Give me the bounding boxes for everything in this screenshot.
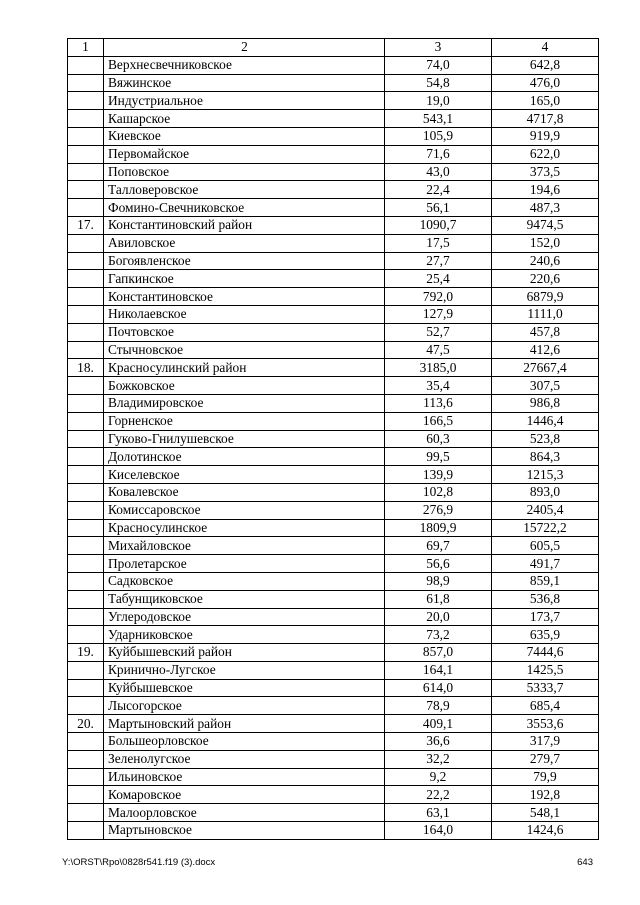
value-col3-cell: 9,2 bbox=[385, 768, 492, 786]
header-cell-col4: 4 bbox=[492, 39, 599, 57]
value-col4-cell: 240,6 bbox=[492, 252, 599, 270]
table-row bbox=[68, 323, 599, 341]
name-cell: Куйбышевский район bbox=[104, 644, 385, 662]
value-col4-cell: 1111,0 bbox=[492, 305, 599, 323]
value-col4-cell: 986,8 bbox=[492, 394, 599, 412]
name-cell: Табунщиковское bbox=[104, 590, 385, 608]
name-cell: Горненское bbox=[104, 412, 385, 430]
row-number-cell bbox=[68, 163, 104, 181]
table-row bbox=[68, 626, 599, 644]
table-row bbox=[68, 786, 599, 804]
value-col3-cell: 1809,9 bbox=[385, 519, 492, 537]
value-col3-cell: 409,1 bbox=[385, 715, 492, 733]
value-col3-cell: 56,1 bbox=[385, 199, 492, 217]
value-col4-cell: 864,3 bbox=[492, 448, 599, 466]
name-cell: Зеленолугское bbox=[104, 750, 385, 768]
value-col4-cell: 15722,2 bbox=[492, 519, 599, 537]
row-number-cell bbox=[68, 252, 104, 270]
row-number-cell: 18. bbox=[68, 359, 104, 377]
row-number-cell bbox=[68, 768, 104, 786]
row-number-cell bbox=[68, 483, 104, 501]
value-col3-cell: 99,5 bbox=[385, 448, 492, 466]
row-number-cell bbox=[68, 733, 104, 751]
value-col4-cell: 2405,4 bbox=[492, 501, 599, 519]
value-col3-cell: 105,9 bbox=[385, 127, 492, 145]
table-row bbox=[68, 644, 599, 662]
value-col3-cell: 19,0 bbox=[385, 92, 492, 110]
value-col4-cell: 5333,7 bbox=[492, 679, 599, 697]
value-col3-cell: 127,9 bbox=[385, 305, 492, 323]
table-row bbox=[68, 715, 599, 733]
name-cell: Поповское bbox=[104, 163, 385, 181]
value-col4-cell: 919,9 bbox=[492, 127, 599, 145]
value-col3-cell: 35,4 bbox=[385, 377, 492, 395]
name-cell: Первомайское bbox=[104, 145, 385, 163]
name-cell: Гапкинское bbox=[104, 270, 385, 288]
value-col4-cell: 412,6 bbox=[492, 341, 599, 359]
row-number-cell bbox=[68, 377, 104, 395]
table-row bbox=[68, 501, 599, 519]
value-col4-cell: 487,3 bbox=[492, 199, 599, 217]
name-cell: Индустриальное bbox=[104, 92, 385, 110]
value-col4-cell: 1215,3 bbox=[492, 466, 599, 484]
table-row bbox=[68, 733, 599, 751]
value-col4-cell: 859,1 bbox=[492, 572, 599, 590]
value-col3-cell: 139,9 bbox=[385, 466, 492, 484]
value-col3-cell: 25,4 bbox=[385, 270, 492, 288]
value-col4-cell: 317,9 bbox=[492, 733, 599, 751]
name-cell: Вяжинское bbox=[104, 74, 385, 92]
value-col4-cell: 685,4 bbox=[492, 697, 599, 715]
value-col3-cell: 22,2 bbox=[385, 786, 492, 804]
name-cell: Пролетарское bbox=[104, 555, 385, 573]
row-number-cell bbox=[68, 501, 104, 519]
row-number-cell bbox=[68, 661, 104, 679]
table-row bbox=[68, 572, 599, 590]
table-header-row bbox=[68, 39, 599, 57]
name-cell: Авиловское bbox=[104, 234, 385, 252]
value-col4-cell: 194,6 bbox=[492, 181, 599, 199]
row-number-cell bbox=[68, 804, 104, 822]
value-col4-cell: 622,0 bbox=[492, 145, 599, 163]
table-row bbox=[68, 56, 599, 74]
name-cell: Николаевское bbox=[104, 305, 385, 323]
table-row bbox=[68, 270, 599, 288]
row-number-cell bbox=[68, 679, 104, 697]
table-row bbox=[68, 430, 599, 448]
name-cell: Богоявленское bbox=[104, 252, 385, 270]
table-row bbox=[68, 163, 599, 181]
value-col3-cell: 792,0 bbox=[385, 288, 492, 306]
row-number-cell bbox=[68, 127, 104, 145]
name-cell: Божковское bbox=[104, 377, 385, 395]
value-col4-cell: 476,0 bbox=[492, 74, 599, 92]
row-number-cell bbox=[68, 537, 104, 555]
row-number-cell bbox=[68, 697, 104, 715]
table-row bbox=[68, 127, 599, 145]
table-body bbox=[68, 39, 599, 840]
value-col4-cell: 642,8 bbox=[492, 56, 599, 74]
value-col4-cell: 635,9 bbox=[492, 626, 599, 644]
table-row bbox=[68, 750, 599, 768]
name-cell: Мартыновский район bbox=[104, 715, 385, 733]
table-row bbox=[68, 555, 599, 573]
value-col4-cell: 9474,5 bbox=[492, 216, 599, 234]
value-col4-cell: 457,8 bbox=[492, 323, 599, 341]
name-cell: Малоорловское bbox=[104, 804, 385, 822]
value-col4-cell: 307,5 bbox=[492, 377, 599, 395]
footer-page-number: 643 bbox=[577, 857, 593, 868]
name-cell: Почтовское bbox=[104, 323, 385, 341]
name-cell: Ковалевское bbox=[104, 483, 385, 501]
table-row bbox=[68, 608, 599, 626]
value-col4-cell: 548,1 bbox=[492, 804, 599, 822]
value-col3-cell: 73,2 bbox=[385, 626, 492, 644]
row-number-cell bbox=[68, 786, 104, 804]
row-number-cell bbox=[68, 572, 104, 590]
name-cell: Красносулинский район bbox=[104, 359, 385, 377]
value-col4-cell: 491,7 bbox=[492, 555, 599, 573]
name-cell: Лысогорское bbox=[104, 697, 385, 715]
value-col3-cell: 164,0 bbox=[385, 822, 492, 840]
name-cell: Ударниковское bbox=[104, 626, 385, 644]
value-col3-cell: 63,1 bbox=[385, 804, 492, 822]
table-row bbox=[68, 537, 599, 555]
name-cell: Гуково-Гнилушевское bbox=[104, 430, 385, 448]
name-cell: Талловеровское bbox=[104, 181, 385, 199]
value-col4-cell: 173,7 bbox=[492, 608, 599, 626]
value-col3-cell: 3185,0 bbox=[385, 359, 492, 377]
name-cell: Михайловское bbox=[104, 537, 385, 555]
value-col3-cell: 36,6 bbox=[385, 733, 492, 751]
footer-file-path: Y:\ORST\Rpo\0828r541.f19 (3).docx bbox=[62, 857, 216, 868]
name-cell: Куйбышевское bbox=[104, 679, 385, 697]
row-number-cell bbox=[68, 288, 104, 306]
header-cell-col3: 3 bbox=[385, 39, 492, 57]
table-row bbox=[68, 466, 599, 484]
value-col3-cell: 52,7 bbox=[385, 323, 492, 341]
row-number-cell bbox=[68, 626, 104, 644]
row-number-cell bbox=[68, 466, 104, 484]
name-cell: Константиновский район bbox=[104, 216, 385, 234]
table-row bbox=[68, 92, 599, 110]
table-row bbox=[68, 377, 599, 395]
value-col4-cell: 4717,8 bbox=[492, 110, 599, 128]
value-col3-cell: 1090,7 bbox=[385, 216, 492, 234]
row-number-cell bbox=[68, 199, 104, 217]
value-col3-cell: 60,3 bbox=[385, 430, 492, 448]
name-cell: Владимировское bbox=[104, 394, 385, 412]
name-cell: Кринично-Лугское bbox=[104, 661, 385, 679]
name-cell: Садковское bbox=[104, 572, 385, 590]
name-cell: Мартыновское bbox=[104, 822, 385, 840]
table-row bbox=[68, 394, 599, 412]
value-col3-cell: 20,0 bbox=[385, 608, 492, 626]
name-cell: Большеорловское bbox=[104, 733, 385, 751]
name-cell: Ильиновское bbox=[104, 768, 385, 786]
table-row bbox=[68, 181, 599, 199]
value-col4-cell: 1446,4 bbox=[492, 412, 599, 430]
table-row bbox=[68, 341, 599, 359]
table-row bbox=[68, 822, 599, 840]
table-row bbox=[68, 74, 599, 92]
value-col4-cell: 523,8 bbox=[492, 430, 599, 448]
name-cell: Киселевское bbox=[104, 466, 385, 484]
name-cell: Комаровское bbox=[104, 786, 385, 804]
name-cell: Долотинское bbox=[104, 448, 385, 466]
value-col3-cell: 32,2 bbox=[385, 750, 492, 768]
value-col4-cell: 7444,6 bbox=[492, 644, 599, 662]
row-number-cell bbox=[68, 448, 104, 466]
row-number-cell bbox=[68, 519, 104, 537]
value-col4-cell: 373,5 bbox=[492, 163, 599, 181]
value-col3-cell: 614,0 bbox=[385, 679, 492, 697]
row-number-cell bbox=[68, 323, 104, 341]
table-row bbox=[68, 768, 599, 786]
name-cell: Углеродовское bbox=[104, 608, 385, 626]
table-row bbox=[68, 145, 599, 163]
row-number-cell bbox=[68, 181, 104, 199]
table-row bbox=[68, 359, 599, 377]
value-col4-cell: 192,8 bbox=[492, 786, 599, 804]
value-col3-cell: 98,9 bbox=[385, 572, 492, 590]
value-col3-cell: 27,7 bbox=[385, 252, 492, 270]
value-col3-cell: 43,0 bbox=[385, 163, 492, 181]
value-col4-cell: 279,7 bbox=[492, 750, 599, 768]
table-row bbox=[68, 199, 599, 217]
table-row bbox=[68, 448, 599, 466]
table-row bbox=[68, 519, 599, 537]
table-row bbox=[68, 483, 599, 501]
value-col4-cell: 27667,4 bbox=[492, 359, 599, 377]
table-row bbox=[68, 661, 599, 679]
row-number-cell bbox=[68, 270, 104, 288]
table-row bbox=[68, 679, 599, 697]
value-col3-cell: 47,5 bbox=[385, 341, 492, 359]
value-col3-cell: 857,0 bbox=[385, 644, 492, 662]
row-number-cell bbox=[68, 74, 104, 92]
row-number-cell bbox=[68, 110, 104, 128]
row-number-cell bbox=[68, 305, 104, 323]
value-col4-cell: 6879,9 bbox=[492, 288, 599, 306]
row-number-cell bbox=[68, 590, 104, 608]
value-col3-cell: 74,0 bbox=[385, 56, 492, 74]
row-number-cell bbox=[68, 341, 104, 359]
value-col4-cell: 605,5 bbox=[492, 537, 599, 555]
value-col4-cell: 165,0 bbox=[492, 92, 599, 110]
name-cell: Константиновское bbox=[104, 288, 385, 306]
name-cell: Комиссаровское bbox=[104, 501, 385, 519]
value-col4-cell: 1425,5 bbox=[492, 661, 599, 679]
row-number-cell bbox=[68, 608, 104, 626]
row-number-cell: 20. bbox=[68, 715, 104, 733]
row-number-cell bbox=[68, 555, 104, 573]
name-cell: Стычновское bbox=[104, 341, 385, 359]
header-cell-col2: 2 bbox=[104, 39, 385, 57]
row-number-cell bbox=[68, 394, 104, 412]
value-col3-cell: 69,7 bbox=[385, 537, 492, 555]
value-col4-cell: 220,6 bbox=[492, 270, 599, 288]
value-col4-cell: 152,0 bbox=[492, 234, 599, 252]
row-number-cell bbox=[68, 145, 104, 163]
value-col3-cell: 56,6 bbox=[385, 555, 492, 573]
name-cell: Красносулинское bbox=[104, 519, 385, 537]
data-table bbox=[67, 38, 599, 840]
table-row bbox=[68, 590, 599, 608]
table-row bbox=[68, 305, 599, 323]
value-col4-cell: 79,9 bbox=[492, 768, 599, 786]
row-number-cell bbox=[68, 56, 104, 74]
value-col4-cell: 3553,6 bbox=[492, 715, 599, 733]
value-col3-cell: 166,5 bbox=[385, 412, 492, 430]
row-number-cell: 17. bbox=[68, 216, 104, 234]
row-number-cell bbox=[68, 92, 104, 110]
row-number-cell bbox=[68, 412, 104, 430]
table-row bbox=[68, 216, 599, 234]
value-col3-cell: 164,1 bbox=[385, 661, 492, 679]
row-number-cell bbox=[68, 822, 104, 840]
value-col3-cell: 17,5 bbox=[385, 234, 492, 252]
table-row bbox=[68, 804, 599, 822]
value-col4-cell: 536,8 bbox=[492, 590, 599, 608]
table-row bbox=[68, 697, 599, 715]
name-cell: Кашарское bbox=[104, 110, 385, 128]
name-cell: Киевское bbox=[104, 127, 385, 145]
table-row bbox=[68, 412, 599, 430]
value-col3-cell: 543,1 bbox=[385, 110, 492, 128]
name-cell: Фомино-Свечниковское bbox=[104, 199, 385, 217]
table-row bbox=[68, 234, 599, 252]
value-col4-cell: 893,0 bbox=[492, 483, 599, 501]
value-col3-cell: 78,9 bbox=[385, 697, 492, 715]
table-row bbox=[68, 288, 599, 306]
row-number-cell: 19. bbox=[68, 644, 104, 662]
value-col3-cell: 113,6 bbox=[385, 394, 492, 412]
row-number-cell bbox=[68, 234, 104, 252]
value-col3-cell: 54,8 bbox=[385, 74, 492, 92]
row-number-cell bbox=[68, 750, 104, 768]
value-col3-cell: 102,8 bbox=[385, 483, 492, 501]
header-cell-col1: 1 bbox=[68, 39, 104, 57]
value-col3-cell: 61,8 bbox=[385, 590, 492, 608]
value-col4-cell: 1424,6 bbox=[492, 822, 599, 840]
table-row bbox=[68, 110, 599, 128]
table-row bbox=[68, 252, 599, 270]
value-col3-cell: 22,4 bbox=[385, 181, 492, 199]
value-col3-cell: 71,6 bbox=[385, 145, 492, 163]
row-number-cell bbox=[68, 430, 104, 448]
value-col3-cell: 276,9 bbox=[385, 501, 492, 519]
name-cell: Верхнесвечниковское bbox=[104, 56, 385, 74]
